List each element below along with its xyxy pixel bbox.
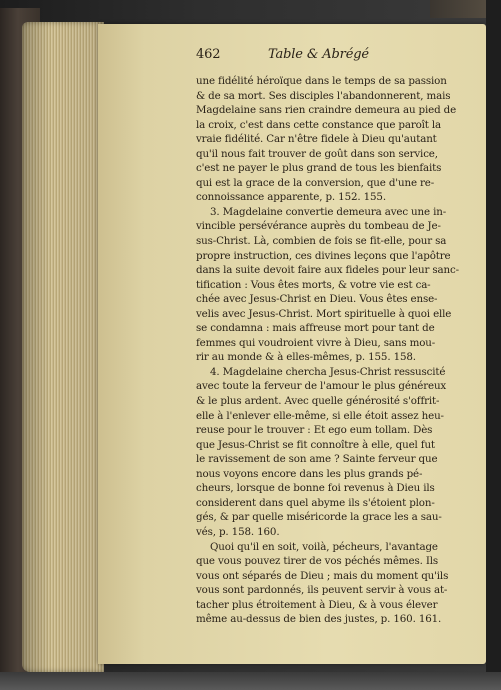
text-line: vous sont pardonnés, ils peuvent servir à vous at- <box>196 584 448 597</box>
text-line: connoissance apparente, p. 152. 155. <box>196 191 386 204</box>
text-line: elle à l'enlever elle-même, si elle étoit assez heu- <box>196 409 444 422</box>
text-line: vés, p. 158. 160. <box>196 525 280 538</box>
text-line: Quoi qu'il en soit, voilà, pécheurs, l'avantage <box>210 540 438 553</box>
text-line: & le plus ardent. Avec quelle générosité s'offrit- <box>196 395 440 408</box>
text-line: 4. Magdelaine chercha Jesus-Christ ressuscité <box>210 365 446 378</box>
text-line: rir au monde & à elles-mêmes, p. 155. 158. <box>196 351 416 364</box>
text-line: reuse pour le trouver : Et ego eum tollam. Dès <box>196 424 433 437</box>
text-line: considerent dans quel abyme ils s'étoient plon- <box>196 496 435 509</box>
text-line: Magdelaine sans rien craindre demeura au pied de <box>196 104 457 117</box>
text-line: & de sa mort. Ses disciples l'abandonnerent, mais <box>196 89 451 102</box>
text-line: se condamna : mais affreuse mort pour tant de <box>196 322 435 335</box>
right-background <box>486 0 501 690</box>
text-line: chée avec Jesus-Christ en Dieu. Vous êtes ense- <box>196 293 438 306</box>
text-line: femmes qui voudroient vivre à Dieu, sans mou- <box>196 336 436 349</box>
text-line: que Jesus-Christ se fit connoître à elle, quel fut <box>196 438 435 451</box>
text-line: même au-dessus de bien des justes, p. 160. 161. <box>196 613 442 626</box>
page-header <box>196 48 464 74</box>
text-line: une fidélité héroïque dans le temps de sa passion <box>196 75 447 87</box>
text-line: gés, & par quelle miséricorde la grace les a sau- <box>196 511 442 524</box>
text-line: que vous pouvez tirer de vos péchés mêmes. Ils <box>196 555 439 568</box>
text-line: c'est ne payer le plus grand de tous les bienfaits <box>196 162 442 175</box>
text-line: vous ont séparés de Dieu ; mais du moment qu'ils <box>196 569 449 582</box>
page-number: 462 <box>196 47 221 62</box>
text-line: vraie fidélité. Car n'être fidele à Dieu qu'autant <box>196 133 437 146</box>
text-line: velis avec Jesus-Christ. Mort spirituelle à quoi elle <box>196 307 452 320</box>
page-text <box>196 48 464 627</box>
text-line: avec toute la ferveur de l'amour le plus généreux <box>196 380 447 393</box>
page-edges-shadow <box>22 22 104 672</box>
text-line: la croix, c'est dans cette constance que paroît la <box>196 118 442 131</box>
text-line: tacher plus étroitement à Dieu, & à vous élever <box>196 598 438 611</box>
text-line: qu'il nous fait trouver de goût dans son service, <box>196 147 438 160</box>
running-title: Table & Abrégé <box>268 47 369 62</box>
text-line: tification : Vous êtes morts, & votre vie est ca- <box>196 278 431 291</box>
text-line: cheurs, lorsque de bonne foi revenus à Dieu ils <box>196 482 435 495</box>
text-line: 3. Magdelaine convertie demeura avec une in- <box>210 205 447 218</box>
text-line: vincible persévérance auprès du tombeau de Je- <box>196 220 441 233</box>
text-line: sus-Christ. Là, combien de fois se fit-elle, pour sa <box>196 235 447 248</box>
text-line: propre instruction, ces divines leçons que l'apôtre <box>196 249 451 262</box>
text-line: nous voyons encore dans les plus grands pé- <box>196 467 423 480</box>
bottom-background <box>0 672 501 690</box>
text-line: dans la suite devoit faire aux fideles pour leur sanc- <box>196 264 459 277</box>
text-line: le ravissement de son ame ? Sainte ferveur que <box>196 453 438 466</box>
text-line: qui est la grace de la conversion, que d'une re- <box>196 176 435 189</box>
body-text <box>196 74 464 627</box>
